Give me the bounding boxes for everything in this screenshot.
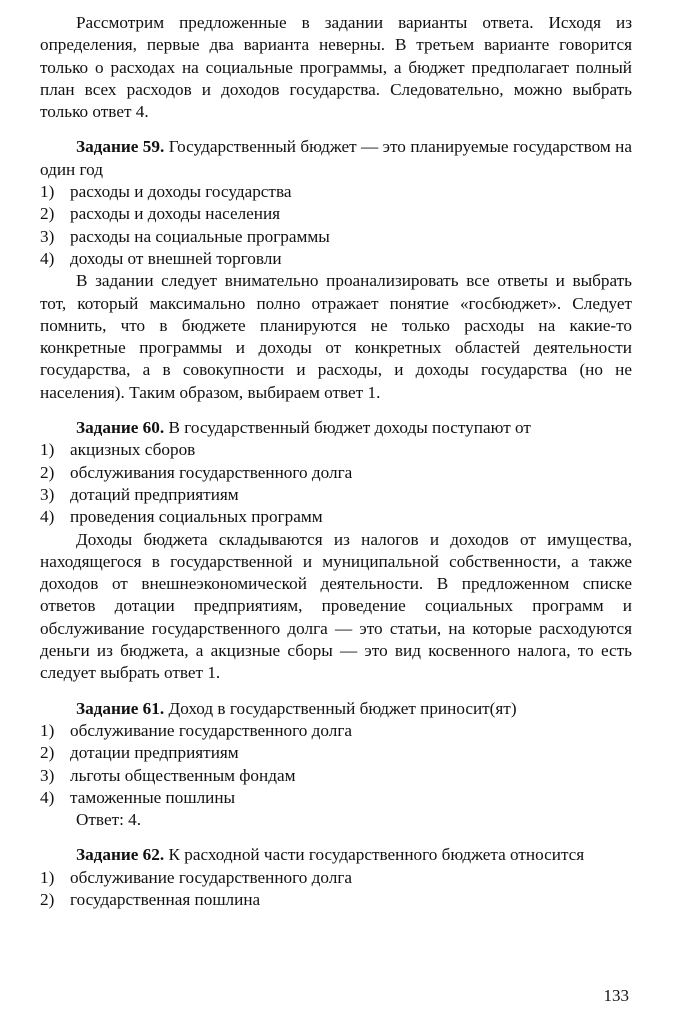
task-label: Задание 62. (76, 845, 165, 865)
option-item (40, 226, 632, 248)
option-item (40, 248, 632, 270)
option-item (40, 787, 632, 809)
option-item (40, 181, 632, 203)
option-item (40, 462, 632, 484)
task-question: В государственный бюджет доходы поступают от (168, 418, 531, 438)
task-heading (40, 417, 632, 439)
option-number: 1) (40, 720, 55, 740)
option-number: 4) (40, 787, 55, 807)
option-item (40, 742, 632, 764)
task-59 (40, 136, 632, 404)
option-text: обслуживания государственного долга (70, 462, 353, 482)
option-number: 2) (40, 889, 55, 909)
option-text: таможенные пошлины (70, 787, 236, 807)
option-text: дотаций предприятиям (70, 484, 239, 504)
option-item (40, 720, 632, 742)
task-question: Доход в государственный бюджет приносит(ят) (168, 698, 517, 718)
option-item (40, 765, 632, 787)
option-item (40, 484, 632, 506)
option-number: 3) (40, 484, 55, 504)
option-text: государственная пошлина (70, 889, 261, 909)
option-number: 1) (40, 867, 55, 887)
option-text: расходы и доходы государства (70, 182, 292, 202)
option-text: льготы общественным фондам (70, 765, 296, 785)
task-heading (40, 698, 632, 720)
task-label: Задание 59. (76, 137, 165, 157)
option-text: дотации предприятиям (70, 743, 239, 763)
option-number: 3) (40, 765, 55, 785)
option-item (40, 203, 632, 225)
page-content (40, 12, 632, 911)
task-explanation: В задании следует внимательно проанализировать все ответы и выбрать тот, который максимально полно отражает понятие «госбюджет». Следует помнить, что в бюджете планируются не только расходы на какие-то конкретные программы и доходы от конкретных областей деятельности государства, а в совокупности и расходы, и доходы государства (но не населения). Таким образом, выбираем ответ 1. (40, 271, 632, 402)
option-number: 2) (40, 204, 55, 224)
task-label: Задание 60. (76, 418, 165, 438)
task-question: К расходной части государственного бюджета относится (168, 845, 585, 865)
task-answer: Ответ: 4. (76, 810, 142, 830)
option-number: 4) (40, 507, 55, 527)
task-label: Задание 61. (76, 698, 165, 718)
option-text: обслуживание государственного долга (70, 720, 352, 740)
task-61 (40, 698, 632, 832)
option-text: расходы и доходы населения (70, 204, 281, 224)
option-text: доходы от внешней торговли (70, 248, 282, 268)
option-number: 2) (40, 743, 55, 763)
task-question: Государственный бюджет — это планируемые государством на один год (40, 137, 632, 179)
task-62 (40, 844, 632, 911)
task-60 (40, 417, 632, 685)
page-number: 133 (603, 986, 629, 1005)
option-item (40, 506, 632, 528)
option-number: 4) (40, 248, 55, 268)
option-item (40, 867, 632, 889)
option-number: 1) (40, 182, 55, 202)
intro-paragraph: Рассмотрим предложенные в задании варианты ответа. Исходя из определения, первые два варианта неверны. В третьем варианте говорится только о расходах на социальные программы, а бюджет предполагает полный план всех расходов и доходов государства. Следовательно, можно выбрать только ответ 4. (40, 13, 632, 122)
task-heading (40, 844, 632, 866)
task-heading (40, 136, 632, 181)
option-text: обслуживание государственного долга (70, 867, 352, 887)
option-number: 3) (40, 226, 55, 246)
option-text: акцизных сборов (70, 440, 196, 460)
option-number: 2) (40, 462, 55, 482)
task-explanation: Доходы бюджета складываются из налогов и доходов от имущества, находящегося в государственной и муниципальной собственности, а также доходов от внешнеэкономической деятельности. В предложенном списке ответов дотации предприятиям, проведение социальных программ и обслуживание государственного долга — это статьи, на которые расходуются деньги из бюджета, а акцизные сборы — это вид косвенного налога, то есть следует выбрать ответ 1. (40, 529, 632, 683)
option-text: расходы на социальные программы (70, 226, 330, 246)
option-item (40, 439, 632, 461)
option-text: проведения социальных программ (70, 507, 323, 527)
option-item (40, 889, 632, 911)
option-number: 1) (40, 440, 55, 460)
